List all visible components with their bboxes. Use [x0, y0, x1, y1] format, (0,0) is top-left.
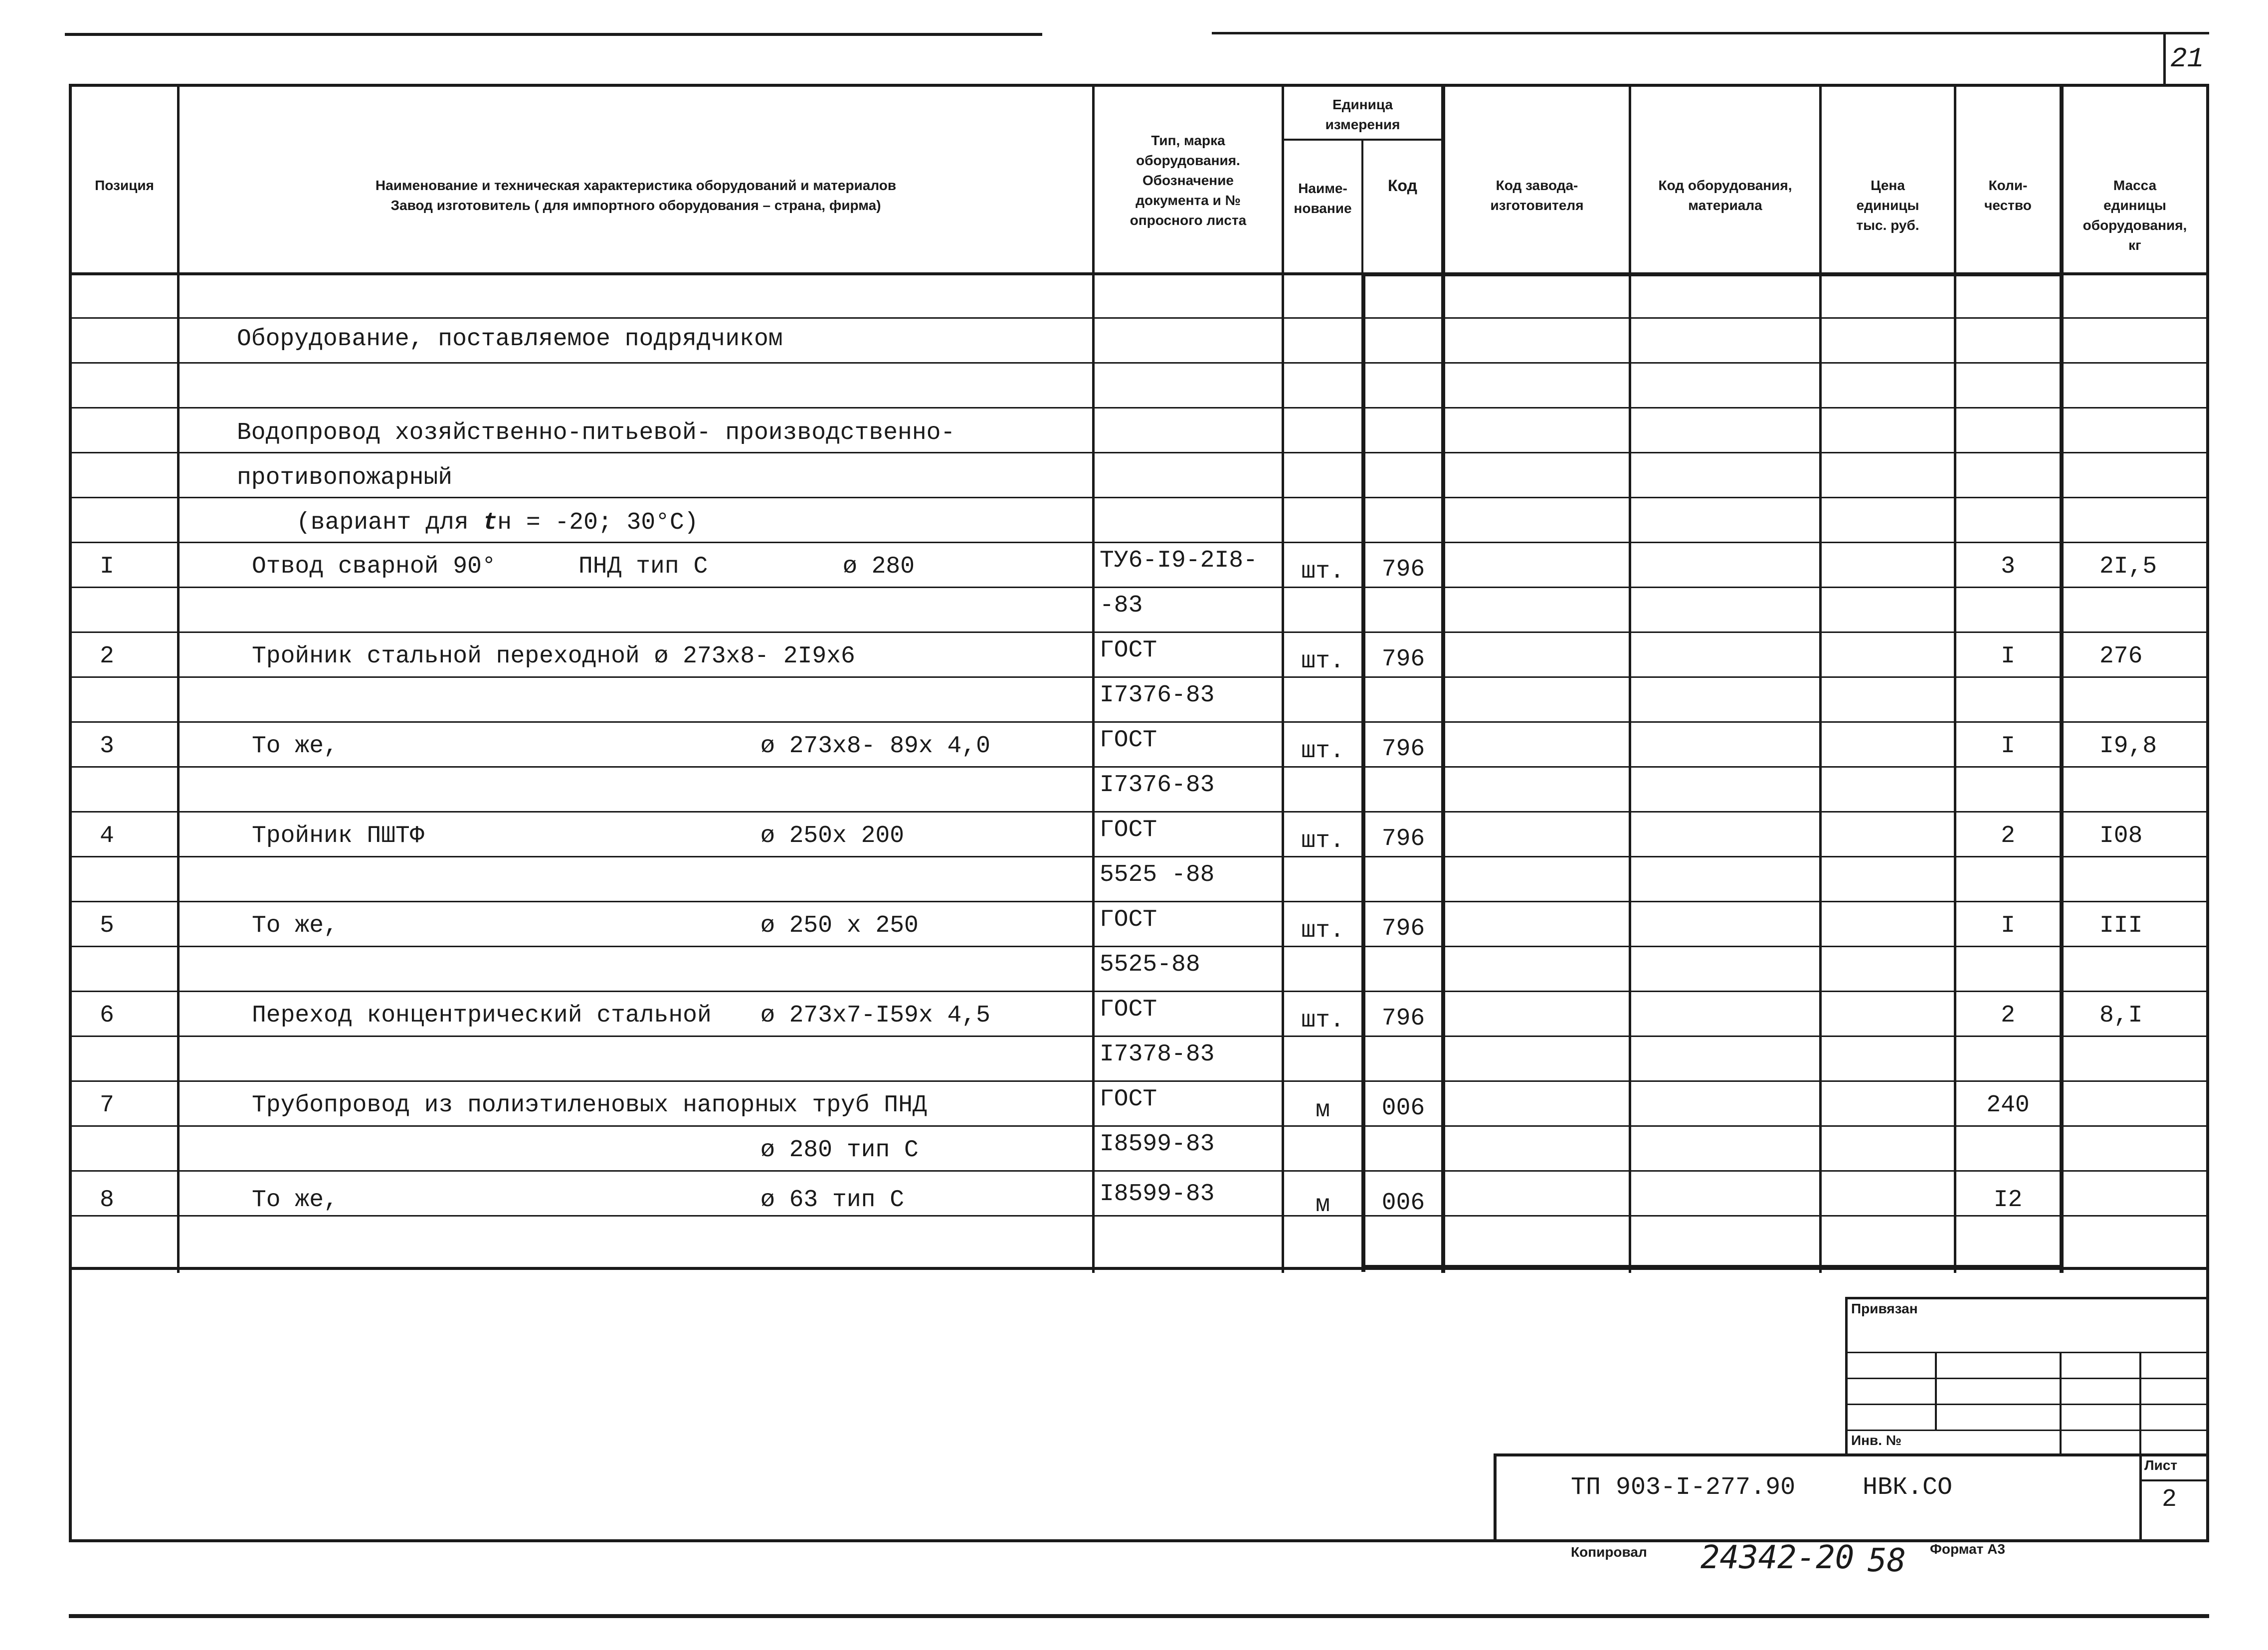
variant-suffix: н = -20; 30°С)	[497, 509, 699, 536]
row-qty: 2	[2001, 823, 2015, 849]
stamp-inv: Инв. №	[1851, 1433, 1902, 1448]
stamp-vline-1	[1935, 1352, 1937, 1430]
row-spec: ø 280 тип С	[760, 1137, 919, 1164]
row-type: ГОСТ	[1100, 996, 1157, 1023]
top-rule-right	[1212, 32, 2209, 34]
sheet-label: Лист	[2144, 1457, 2178, 1473]
stamp-line-1	[1845, 1352, 2209, 1353]
stamp-vline-2	[2060, 1352, 2062, 1456]
row-line	[69, 542, 2209, 543]
col-line-9	[2060, 86, 2064, 1273]
header-type: Тип, марка оборудования. Обозначение документа и № опросного листа	[1130, 133, 1247, 228]
system-title-1: Водопровод хозяйственно-питьевой- производственно-	[237, 419, 955, 446]
doc-block-top	[1494, 1453, 2209, 1456]
row-spec: ø 273х8- 89х 4,0	[760, 733, 990, 760]
stamp-line-3	[1845, 1404, 2209, 1405]
stamp-privyazan: Привязан	[1851, 1301, 1918, 1316]
row-code: 006	[1381, 1095, 1425, 1122]
row-unit: м	[1316, 1097, 1330, 1124]
header-equip-code: Код оборудования, материала	[1658, 178, 1792, 213]
bold-box-top	[1361, 272, 2064, 276]
row-line	[69, 1215, 2209, 1217]
row-line	[69, 497, 2209, 498]
row-line	[69, 407, 2209, 409]
row-mass: 8,I	[2099, 1002, 2143, 1029]
doc-block-left	[1494, 1453, 1497, 1542]
row-position: 2	[100, 643, 114, 670]
row-qty: 3	[2001, 553, 2015, 580]
row-type-cont: -83	[1100, 592, 1143, 619]
sheet-label-line	[2139, 1479, 2209, 1481]
row-line	[69, 587, 2209, 588]
row-name: Тройник стальной переходной ø 273х8- 2I9х6	[252, 643, 855, 670]
row-line	[69, 856, 2209, 857]
top-rule-left	[65, 33, 1042, 36]
row-qty: 240	[1986, 1092, 2030, 1119]
col-line-3	[1282, 86, 1284, 1273]
row-unit: шт.	[1301, 827, 1344, 854]
row-unit: шт.	[1301, 648, 1344, 675]
row-position: 6	[100, 1002, 114, 1029]
unit-group-divider	[1282, 139, 1441, 141]
row-name: Трубопровод из полиэтиленовых напорных труб ПНД	[252, 1092, 927, 1119]
row-line	[69, 631, 2209, 633]
row-line	[69, 362, 2209, 364]
header-unit-code: Код	[1388, 177, 1417, 195]
row-line	[69, 946, 2209, 947]
row-code: 006	[1381, 1190, 1425, 1217]
row-type: ТУ6-I9-2I8-	[1100, 547, 1258, 574]
row-qty: I	[2001, 733, 2015, 760]
row-spec: ø 250х 200	[760, 823, 905, 849]
row-position: 4	[100, 823, 114, 849]
row-line	[69, 901, 2209, 902]
header-price: Цена единицы тыс. руб.	[1856, 178, 1919, 233]
header-unit-name: Наиме- нование	[1294, 181, 1352, 216]
row-spec: ø 273х7-I59х 4,5	[760, 1002, 990, 1029]
page-number: 21	[2170, 43, 2204, 75]
bottom-rule	[69, 1614, 2209, 1618]
row-mass: 2I,5	[2099, 553, 2157, 580]
doc-mark: НВК.СО	[1863, 1473, 1953, 1502]
row-code: 796	[1381, 646, 1425, 673]
row-mass: I08	[2099, 823, 2143, 849]
temperature-symbol: t	[483, 509, 498, 536]
col-line-2	[1092, 86, 1095, 1273]
row-type: ГОСТ	[1100, 906, 1157, 933]
row-qty: 2	[2001, 1002, 2015, 1029]
variant-line	[296, 508, 699, 538]
row-mid: ПНД тип С	[578, 553, 708, 580]
stamp-line-4	[1845, 1430, 2209, 1431]
format-label: Формат А3	[1930, 1541, 2005, 1557]
header-plant-code: Код завода- изготовителя	[1490, 178, 1584, 213]
page-num-divider	[2163, 33, 2166, 86]
variant-prefix: (вариант для	[296, 509, 483, 536]
row-type-cont: 5525-88	[1100, 951, 1200, 978]
copied-label: Копировал	[1571, 1544, 1647, 1560]
row-code: 796	[1381, 1005, 1425, 1032]
row-line	[69, 991, 2209, 992]
row-line	[69, 317, 2209, 319]
row-code: 796	[1381, 825, 1425, 852]
row-line	[69, 1125, 2209, 1127]
header-name: Наименование и техническая характеристика оборудований и материалов Завод изготовитель ( для импортного оборудования – страна, фирма)	[375, 178, 897, 213]
col-line-5	[1441, 86, 1445, 1273]
row-line	[69, 676, 2209, 678]
row-type: I8599-83	[1100, 1181, 1215, 1208]
row-position: 7	[100, 1092, 114, 1119]
section-title: Оборудование, поставляемое подрядчиком	[237, 326, 783, 353]
header-qty: Коли- чество	[1984, 178, 2032, 213]
stamp-vline-3	[2139, 1352, 2141, 1456]
header-mass: Масса единицы оборудования, кг	[2082, 178, 2187, 253]
row-line	[69, 811, 2209, 813]
row-name: То же,	[252, 1187, 338, 1214]
row-code: 796	[1381, 736, 1425, 763]
row-type: ГОСТ	[1100, 727, 1157, 754]
col-line-1	[177, 86, 180, 1273]
row-position: I	[100, 553, 114, 580]
row-line	[69, 1035, 2209, 1037]
row-type: ГОСТ	[1100, 637, 1157, 664]
footer-number: 58	[1868, 1542, 1906, 1579]
row-type-cont: I7378-83	[1100, 1041, 1215, 1068]
row-line	[69, 721, 2209, 723]
frame-right	[2206, 84, 2209, 1542]
sheet-divider	[2139, 1453, 2142, 1542]
stamp-top	[1845, 1297, 2209, 1299]
table-top-border	[70, 84, 2209, 87]
row-code: 796	[1381, 556, 1425, 583]
row-spec: ø 63 тип С	[760, 1187, 905, 1214]
doc-code: ТП 903-I-277.90	[1571, 1473, 1796, 1502]
col-line-7	[1819, 86, 1822, 1273]
col-line-4	[1361, 274, 1365, 1272]
row-qty: I2	[1993, 1187, 2023, 1214]
row-name: Тройник ПШТФ	[252, 823, 424, 849]
row-spec: ø 280	[843, 553, 915, 580]
stamp-line-2	[1845, 1378, 2209, 1379]
row-type-cont: I7376-83	[1100, 772, 1215, 799]
row-position: 3	[100, 733, 114, 760]
row-name: Переход концентрический стальной	[252, 1002, 712, 1029]
row-unit: шт.	[1301, 917, 1344, 944]
row-qty: I	[2001, 912, 2015, 939]
row-qty: I	[2001, 643, 2015, 670]
row-type-cont: I8599-83	[1100, 1131, 1215, 1158]
row-unit: шт.	[1301, 738, 1344, 765]
row-type-cont: 5525 -88	[1100, 861, 1215, 888]
row-mass: III	[2099, 912, 2143, 939]
system-title-2: противопожарный	[237, 464, 453, 491]
row-name: То же,	[252, 733, 338, 760]
header-unit-group: Единица измерения	[1325, 97, 1400, 132]
row-type-cont: I7376-83	[1100, 682, 1215, 709]
col-line-6	[1629, 86, 1631, 1273]
row-line	[69, 452, 2209, 453]
sheet-number: 2	[2162, 1485, 2177, 1514]
row-type: ГОСТ	[1100, 1086, 1157, 1113]
row-unit: шт.	[1301, 1007, 1344, 1034]
row-name: Отвод сварной 90°	[252, 553, 496, 580]
copied-number: 24342-20	[1701, 1539, 1855, 1576]
frame-left	[69, 84, 72, 1542]
row-line	[69, 766, 2209, 768]
row-unit: м	[1316, 1192, 1330, 1219]
row-code: 796	[1381, 915, 1425, 942]
col-line-4-hdr	[1361, 140, 1363, 274]
row-line	[69, 1170, 2209, 1172]
row-line	[69, 1080, 2209, 1082]
row-position: 8	[100, 1187, 114, 1214]
stamp-left	[1845, 1297, 1848, 1456]
row-mass: I9,8	[2099, 733, 2157, 760]
row-type: ГОСТ	[1100, 817, 1157, 843]
row-mass: 276	[2099, 643, 2143, 670]
header-position: Позиция	[95, 178, 154, 193]
row-unit: шт.	[1301, 558, 1344, 585]
row-position: 5	[100, 912, 114, 939]
row-spec: ø 250 х 250	[760, 912, 919, 939]
bold-box-bottom	[1361, 1265, 2064, 1269]
row-name: То же,	[252, 912, 338, 939]
